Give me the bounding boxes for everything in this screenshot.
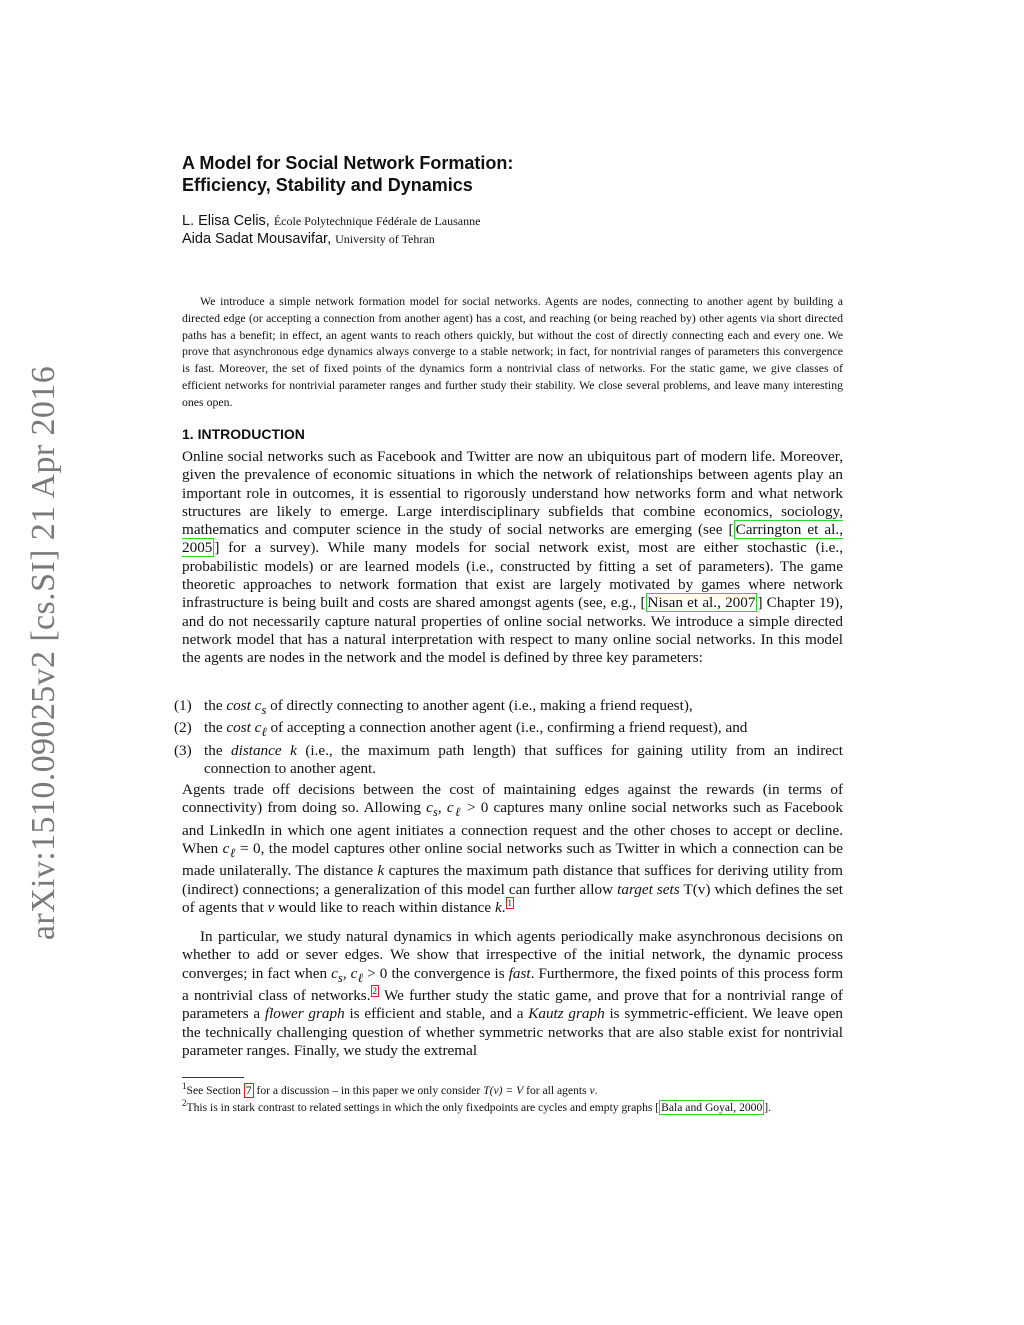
body-paragraph: Agents trade off decisions between the cost of maintaining edges against the rewards (in terms of connectivity) from doing so. Allowing $c_s$, $c_\ell > 0$ captures many online social networks such as Facebook and LinkedIn in which one agent initiates a connection request and the other choses to accept or decline. When $c_\ell = 0$, the model captures other online social networks such as Twitter in which a connection can be made unilaterally. The distance k captures the maximum path distance that suffices for deriving utility from (indirect) connections; a generalization of this model can further allow target sets T(v) which defines the set of agents that v would like to reach within distance k. $^1$ <box>182 781 844 916</box>
author-affiliation: École Polytechnique Fédérale de Lausanne <box>273 214 481 228</box>
citation-link[interactable]: Nisan et al., 2007 <box>647 594 756 612</box>
footnote-link[interactable]: 1 <box>507 897 513 908</box>
author-1 <box>182 212 480 230</box>
title-line-1: A Model for Social Network Formation: <box>182 153 514 173</box>
list-item: (3) the distance k (i.e., the maximum path length) that suffices for gaining utility from an indirect connection to another agent. <box>174 741 844 777</box>
author-affiliation: University of Tehran <box>335 232 435 246</box>
list-item: (2) the cost $c_\ell$ of accepting a connection another agent (i.e., confirming a friend request), and <box>174 719 748 740</box>
body-paragraph: In particular, we study natural dynamics in which agents periodically make asynchronous decisions on whether to add or sever edges. We show that irrespective of the initial network, the dynamic process converges; in fact when $c_s$, $c_\ell > 0$ the convergence is fast. Furthermore, the fixed points of this process form a nontrivial class of networks. $^2$ We further study the static game, and prove that for a nontrivial range of parameters a flower graph is efficient and stable, and a Kautz graph is symmetric-efficient. We leave open the technically challenging question of whether symmetric networks that are also stable exist for nontrivial parameter ranges. Finally, we study the extremal <box>182 928 844 1059</box>
author-list <box>182 212 480 248</box>
footnote-divider <box>182 1077 244 1078</box>
citation-link[interactable]: Carrington et al., 2005 <box>182 521 843 557</box>
abstract: We introduce a simple network formation model for social networks. Agents are nodes, connecting to another agent by building a directed edge (or accepting a connection from another agent) has a cost, and reaching (or being reached by) other agents via short directed paths has a benefit; in effect, an agent wants to reach others quickly, but without the cost of directly connecting each and every one. We prove that asynchronous edge dynamics always converge to a stable network; in fact, for nontrivial ranges of parameters this convergence is fast. Moreover, the set of fixed points of the dynamics form a nontrivial class of networks. For the static game, we give classes of efficient networks for nontrivial parameter ranges and further study their stability. We close several problems, and leave many interesting ones open. <box>182 294 843 409</box>
footnote-link[interactable]: 2 <box>372 985 377 996</box>
arxiv-identifier: arXiv:1510.09025v2 [cs.SI] 21 Apr 2016 <box>25 365 62 941</box>
section-heading-introduction: 1. INTRODUCTION <box>182 426 305 442</box>
parameter-list <box>174 697 843 778</box>
footnote-2: $^2$This is in stark contrast to related settings in which the only fixedpoints are cycles and empty graphs [ Bala and Goyal, 2000 ]. <box>182 1097 772 1114</box>
footnotes <box>182 1083 862 1116</box>
footnote-1: $^1$See Section 7 for a discussion – in this paper we only consider T(v) = V for all agents v. <box>182 1081 598 1097</box>
title-line-2: Efficiency, Stability and Dynamics <box>182 175 473 195</box>
list-item: (1) the cost $c_s$ of directly connecting to another agent (i.e., making a friend request), <box>174 697 693 718</box>
author-name: Aida Sadat Mousavifar, <box>182 231 332 247</box>
author-name: L. Elisa Celis, <box>182 213 270 229</box>
author-2 <box>182 230 480 248</box>
intro-paragraph: Online social networks such as Facebook and Twitter are now an ubiquitous part of modern life. Moreover, given the prevalence of economic situations in which the network of relationships between agents play an important role in outcomes, it is essential to rigorously understand how networks form and what network structures are likely to emerge. Large interdisciplinary subfields that combine economics, sociology, mathematics and computer science in the study of social networks are emerging (see [ Carrington et al., 2005 ] for a survey). While many models for social network exist, most are either stochastic (i.e., probabilistic models) or are learned models (i.e., constructed by fitting a set of parameters). The game theoretic approaches to network formation that exist are largely motivated by games where network infrastructure is being built and costs are shared amongst agents (see, e.g., [ Nisan et al., 2007 ] Chapter 19), and do not necessarily capture natural properties of online social networks. We introduce a simple directed network model that has a natural interpretation with respect to many online social networks. In this model the agents are nodes in the network and the model is defined by three key parameters: <box>182 448 843 667</box>
paper-title <box>182 152 513 196</box>
citation-link[interactable]: Bala and Goyal, 2000 <box>661 1100 763 1114</box>
section-link[interactable]: 7 <box>245 1084 252 1097</box>
